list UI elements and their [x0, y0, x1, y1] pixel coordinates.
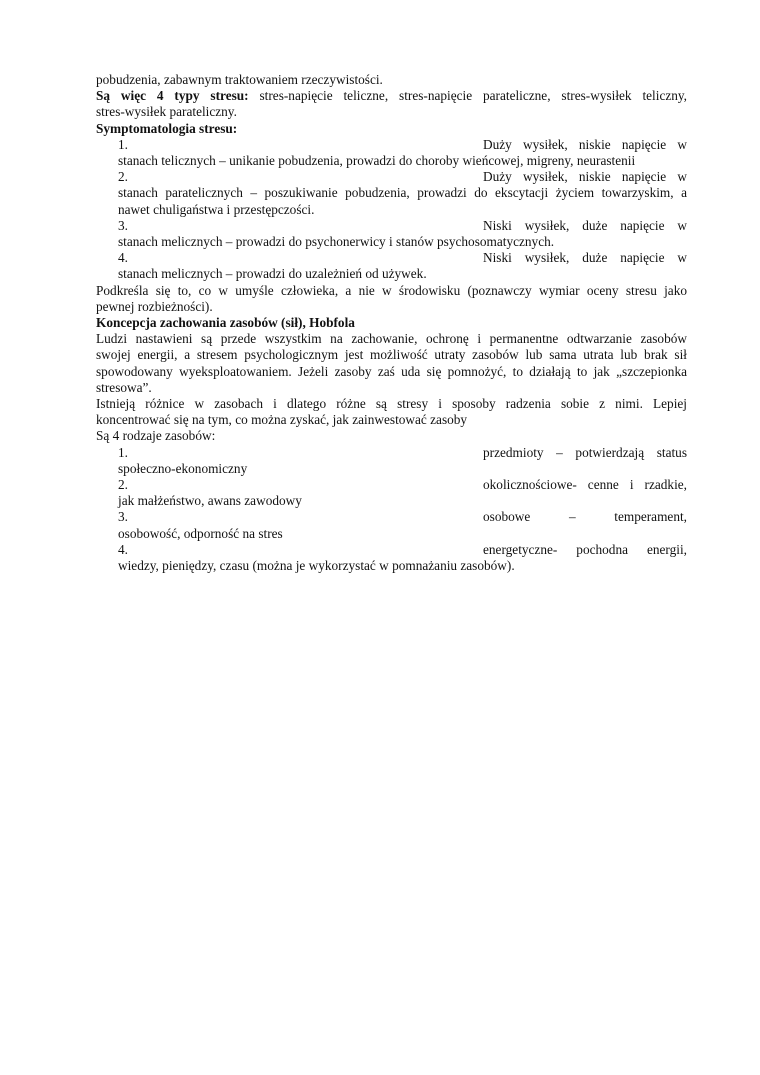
sympt-item-lead: Niski wysiłek, duże napięcie w — [483, 250, 687, 266]
sympt-item-number: 1. — [118, 136, 128, 152]
hobfoll-para2-line: koncentrować się na tym, co można zyskać, jak zainwestować zasoby — [96, 412, 468, 428]
sympt-item-1 — [118, 137, 687, 169]
sympt-item-4 — [118, 250, 687, 282]
stress-types-label: Są więc 4 typy stresu: — [96, 88, 249, 104]
resource-item-lead: energetyczne- pochodna energii, — [483, 541, 687, 557]
stress-types-line-2: stres-wysiłek parateliczny. — [96, 104, 237, 120]
podkresla-line-1: Podkreśla się to, co w umyśle człowieka, a nie w środowisku (poznawczy wymiar oceny stresu jako — [96, 282, 687, 298]
sympt-item-number: 4. — [118, 250, 128, 266]
resource-item-number: 1. — [118, 444, 128, 460]
sympt-item-number: 3. — [118, 217, 128, 233]
stress-types-line — [96, 88, 687, 104]
resource-item-lead: okolicznościowe- cenne i rzadkie, — [483, 477, 687, 493]
symptomatology-heading: Symptomatologia stresu: — [96, 120, 238, 136]
sympt-item-lead: Duży wysiłek, niskie napięcie w — [483, 169, 687, 185]
hobfoll-para1-line: Ludzi nastawieni są przede wszystkim na zachowanie, ochronę i permanentne odtwarzanie zasobów — [96, 331, 687, 347]
resource-item-number: 4. — [118, 541, 128, 557]
sympt-item-2 — [118, 169, 687, 218]
hobfoll-heading: Koncepcja zachowania zasobów (sił), Hobfola — [96, 315, 355, 331]
sympt-item-lead: Duży wysiłek, niskie napięcie w — [483, 136, 687, 152]
resource-item-number: 2. — [118, 477, 128, 493]
resources-list-intro: Są 4 rodzaje zasobów: — [96, 428, 216, 444]
podkresla-line-2: pewnej rozbieżności). — [96, 298, 213, 314]
sympt-item-text: nawet chuligaństwa i przestępczości. — [118, 201, 315, 217]
sympt-item-text: stanach melicznych – prowadzi do uzależnień od używek. — [118, 266, 427, 282]
document-page — [96, 72, 687, 574]
resource-item-text: wiedzy, pieniędzy, czasu (można je wykorzystać w pomnażaniu zasobów). — [118, 558, 515, 574]
intro-tail-line: pobudzenia, zabawnym traktowaniem rzeczywistości. — [96, 72, 383, 87]
hobfoll-para1-line: spowodowany wyeksploatowaniem. Jeżeli zasoby zaś uda się pomnożyć, to działają to jak „szczepionka — [96, 363, 687, 379]
sympt-item-text: stanach melicznych – prowadzi do psychonerwicy i stanów psychosomatycznych. — [118, 234, 555, 250]
resource-item-1 — [118, 445, 687, 477]
resource-item-2 — [118, 477, 687, 509]
sympt-item-lead: Niski wysiłek, duże napięcie w — [483, 217, 687, 233]
sympt-item-3 — [118, 218, 687, 250]
sympt-item-text: stanach telicznych – unikanie pobudzenia, prowadzi do choroby wieńcowej, migreny, neurastenii — [118, 153, 636, 169]
resource-item-lead: osobowe – temperament, — [483, 509, 687, 525]
sympt-item-text: stanach paratelicznych – poszukiwanie pobudzenia, prowadzi do ekscytacji życiem towarzyskim, a — [118, 185, 687, 201]
resource-item-text: jak małżeństwo, awans zawodowy — [118, 493, 302, 509]
stress-types-text: stres-napięcie teliczne, stres-napięcie parateliczne, stres-wysiłek teliczny, — [259, 88, 688, 104]
resource-item-text: społeczno-ekonomiczny — [118, 460, 248, 476]
resource-item-lead: przedmioty – potwierdzają status — [483, 444, 687, 460]
sympt-item-number: 2. — [118, 169, 128, 185]
hobfoll-para2-line: Istnieją różnice w zasobach i dlatego różne są stresy i sposoby radzenia sobie z nimi. Lepiej — [96, 396, 687, 412]
hobfoll-para1-line: swojej energii, a stresem psychologicznym jest możliwość utraty zasobów lub sama utrata lub brak sił — [96, 347, 687, 363]
hobfoll-para1-line: stresowa”. — [96, 379, 152, 395]
resource-item-3 — [118, 509, 687, 541]
resource-item-text: osobowość, odporność na stres — [118, 525, 283, 541]
resource-item-4 — [118, 542, 687, 574]
resource-item-number: 3. — [118, 509, 128, 525]
